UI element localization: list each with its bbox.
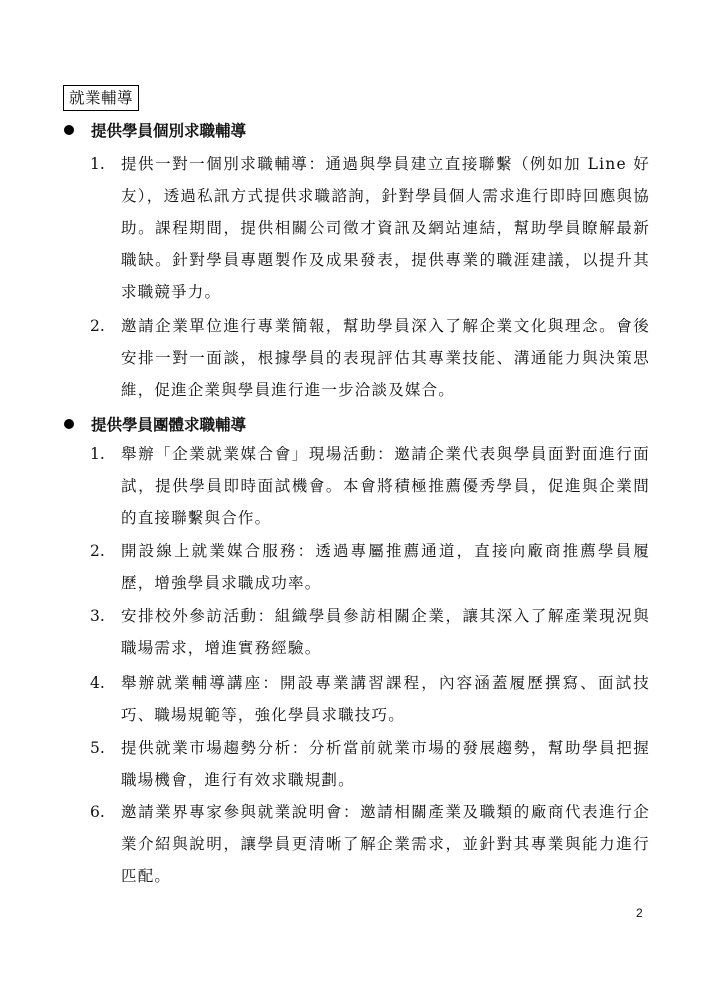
list-item-text: 提供一對一個別求職輔導：通過與學員建立直接聯繫（例如加 Line 好友），透過私訊方式提供求職諮詢，針對學員個人需求進行即時回應與協助。課程期間，提供相關公司徵才資訊及網站連結，幫助學員瞭解最新職缺。針對學員專題製作及成果發表，提供專業的職涯建議，以提升其求職競爭力。 bbox=[121, 155, 650, 301]
list-item-number: 3. bbox=[90, 607, 105, 625]
section-heading-individual bbox=[64, 120, 246, 142]
list-item bbox=[90, 732, 650, 796]
list-item-text: 開設線上就業媒合服務：透過專屬推薦通道，直接向廠商推薦學員履歷，增強學員求職成功率。 bbox=[121, 542, 650, 592]
list-item-number: 2. bbox=[90, 317, 105, 335]
section-heading-text: 提供學員團體求職輔導 bbox=[91, 415, 247, 434]
list-item bbox=[90, 796, 650, 892]
list-item bbox=[90, 438, 650, 534]
list-item bbox=[90, 148, 650, 308]
bullet-icon bbox=[64, 125, 74, 135]
list-item-number: 4. bbox=[90, 674, 105, 692]
list-item bbox=[90, 667, 650, 731]
list-item-text: 邀請企業單位進行專業簡報，幫助學員深入了解企業文化與理念。會後安排一對一面談，根據學員的表現評估其專業技能、溝通能力與決策思維，促進企業與學員進行進一步洽談及媒合。 bbox=[121, 317, 650, 399]
list-item-number: 5. bbox=[90, 739, 105, 757]
list-item bbox=[90, 600, 650, 664]
list-item-number: 1. bbox=[90, 155, 105, 173]
list-item-number: 2. bbox=[90, 542, 105, 560]
list-item-text: 舉辦「企業就業媒合會」現場活動：邀請企業代表與學員面對面進行面試，提供學員即時面試機會。本會將積極推薦優秀學員，促進與企業間的直接聯繫與合作。 bbox=[121, 445, 650, 527]
list-item-number: 6. bbox=[90, 803, 105, 821]
list-item bbox=[90, 310, 650, 406]
list-item-text: 邀請業界專家參與就業說明會：邀請相關產業及職類的廠商代表進行企業介紹與說明，讓學員更清晰了解企業需求，並針對其專業與能力進行匹配。 bbox=[121, 803, 650, 885]
page-title: 就業輔導 bbox=[63, 85, 139, 111]
list-item bbox=[90, 535, 650, 599]
list-item-number: 1. bbox=[90, 445, 105, 463]
bullet-icon bbox=[64, 419, 74, 429]
list-item-text: 舉辦就業輔導講座：開設專業講習課程，內容涵蓋履歷撰寫、面試技巧、職場規範等，強化學員求職技巧。 bbox=[121, 674, 650, 724]
list-item-text: 提供就業市場趨勢分析：分析當前就業市場的發展趨勢，幫助學員把握職場機會，進行有效求職規劃。 bbox=[121, 739, 650, 789]
page-number: 2 bbox=[636, 906, 643, 920]
section-heading-text: 提供學員個別求職輔導 bbox=[91, 121, 247, 140]
list-item-text: 安排校外參訪活動：組織學員參訪相關企業，讓其深入了解產業現況與職場需求，增進實務經驗。 bbox=[121, 607, 650, 657]
section-heading-group bbox=[64, 414, 246, 436]
